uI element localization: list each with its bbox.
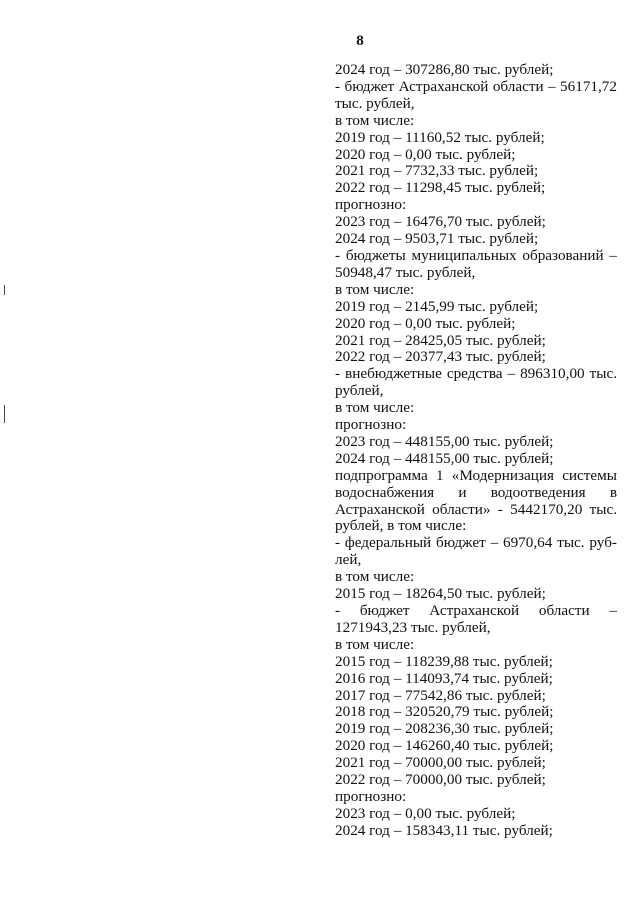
text-line: - внебюджетные средства – 896310,00 тыс. рублей, xyxy=(335,365,617,400)
text-line: 2015 год – 18264,50 тыс. рублей; xyxy=(335,585,546,603)
text-line: 2022 год – 20377,43 тыс. рублей; xyxy=(335,348,546,366)
text-line: 2022 год – 70000,00 тыс. рублей; xyxy=(335,771,546,789)
text-line: 2015 год – 118239,88 тыс. рублей; xyxy=(335,652,553,670)
text-line: подпрограмма 1 «Модернизация системы водоснабжения и водоотведения в Астраханской области» - 5442170,20 тыс. рублей, в том числе: xyxy=(335,466,617,535)
text-line: 2019 год – 208236,30 тыс. рублей; xyxy=(335,720,554,738)
document-body xyxy=(307,62,617,840)
text-line: 2024 год – 448155,00 тыс. рублей; xyxy=(335,449,554,467)
text-line: 2023 год – 0,00 тыс. рублей; xyxy=(335,804,516,822)
text-line: 2024 год – 307286,80 тыс. рублей; xyxy=(335,61,554,78)
text-line: 2024 год – 158343,11 тыс. рублей; xyxy=(335,821,553,839)
scan-margin-mark xyxy=(4,285,5,295)
text-line: - бюджеты муниципальных образований – 50948,47 тыс. рублей, xyxy=(335,246,617,281)
text-line: 2022 год – 11298,45 тыс. рублей; xyxy=(335,179,546,197)
text-line: прогнозно: xyxy=(335,787,407,805)
text-line: - бюджет Астраханской области – 1271943,23 тыс. рублей, xyxy=(335,602,617,636)
text-line: в том числе: xyxy=(335,111,415,129)
text-line: в том числе: xyxy=(335,635,415,653)
text-line: - бюджет Астраханской области – 56171,72 тыс. рублей, xyxy=(335,77,617,112)
text-line: 2021 год – 7732,33 тыс. рублей; xyxy=(335,162,539,180)
text-line: 2018 год – 320520,79 тыс. рублей; xyxy=(335,703,554,721)
text-line: прогнозно: xyxy=(335,416,407,434)
page-number: 8 xyxy=(356,33,364,49)
text-line: в том числе: xyxy=(335,280,415,298)
text-line: 2023 год – 16476,70 тыс. рублей; xyxy=(335,213,546,231)
text-line: 2017 год – 77542,86 тыс. рублей; xyxy=(335,686,546,704)
text-line: 2020 год – 0,00 тыс. рублей; xyxy=(335,145,516,163)
text-line: 2023 год – 448155,00 тыс. рублей; xyxy=(335,432,554,450)
scan-margin-mark xyxy=(4,405,5,423)
text-line: 2024 год – 9503,71 тыс. рублей; xyxy=(335,230,539,248)
text-line: 2016 год – 114093,74 тыс. рублей; xyxy=(335,669,553,687)
text-line: 2021 год – 70000,00 тыс. рублей; xyxy=(335,754,546,772)
text-line: 2020 год – 0,00 тыс. рублей; xyxy=(335,314,516,332)
text-line: в том числе: xyxy=(335,568,415,586)
text-line: в том числе: xyxy=(335,399,415,417)
text-line: 2019 год – 11160,52 тыс. рублей; xyxy=(335,128,545,146)
text-line: 2020 год – 146260,40 тыс. рублей; xyxy=(335,737,554,755)
text-line: - федеральный бюджет – 6970,64 тыс. руб-лей, xyxy=(335,534,617,569)
text-line: прогнозно: xyxy=(335,196,407,214)
text-line: 2019 год – 2145,99 тыс. рублей; xyxy=(335,297,539,315)
text-line: 2021 год – 28425,05 тыс. рублей; xyxy=(335,331,546,349)
